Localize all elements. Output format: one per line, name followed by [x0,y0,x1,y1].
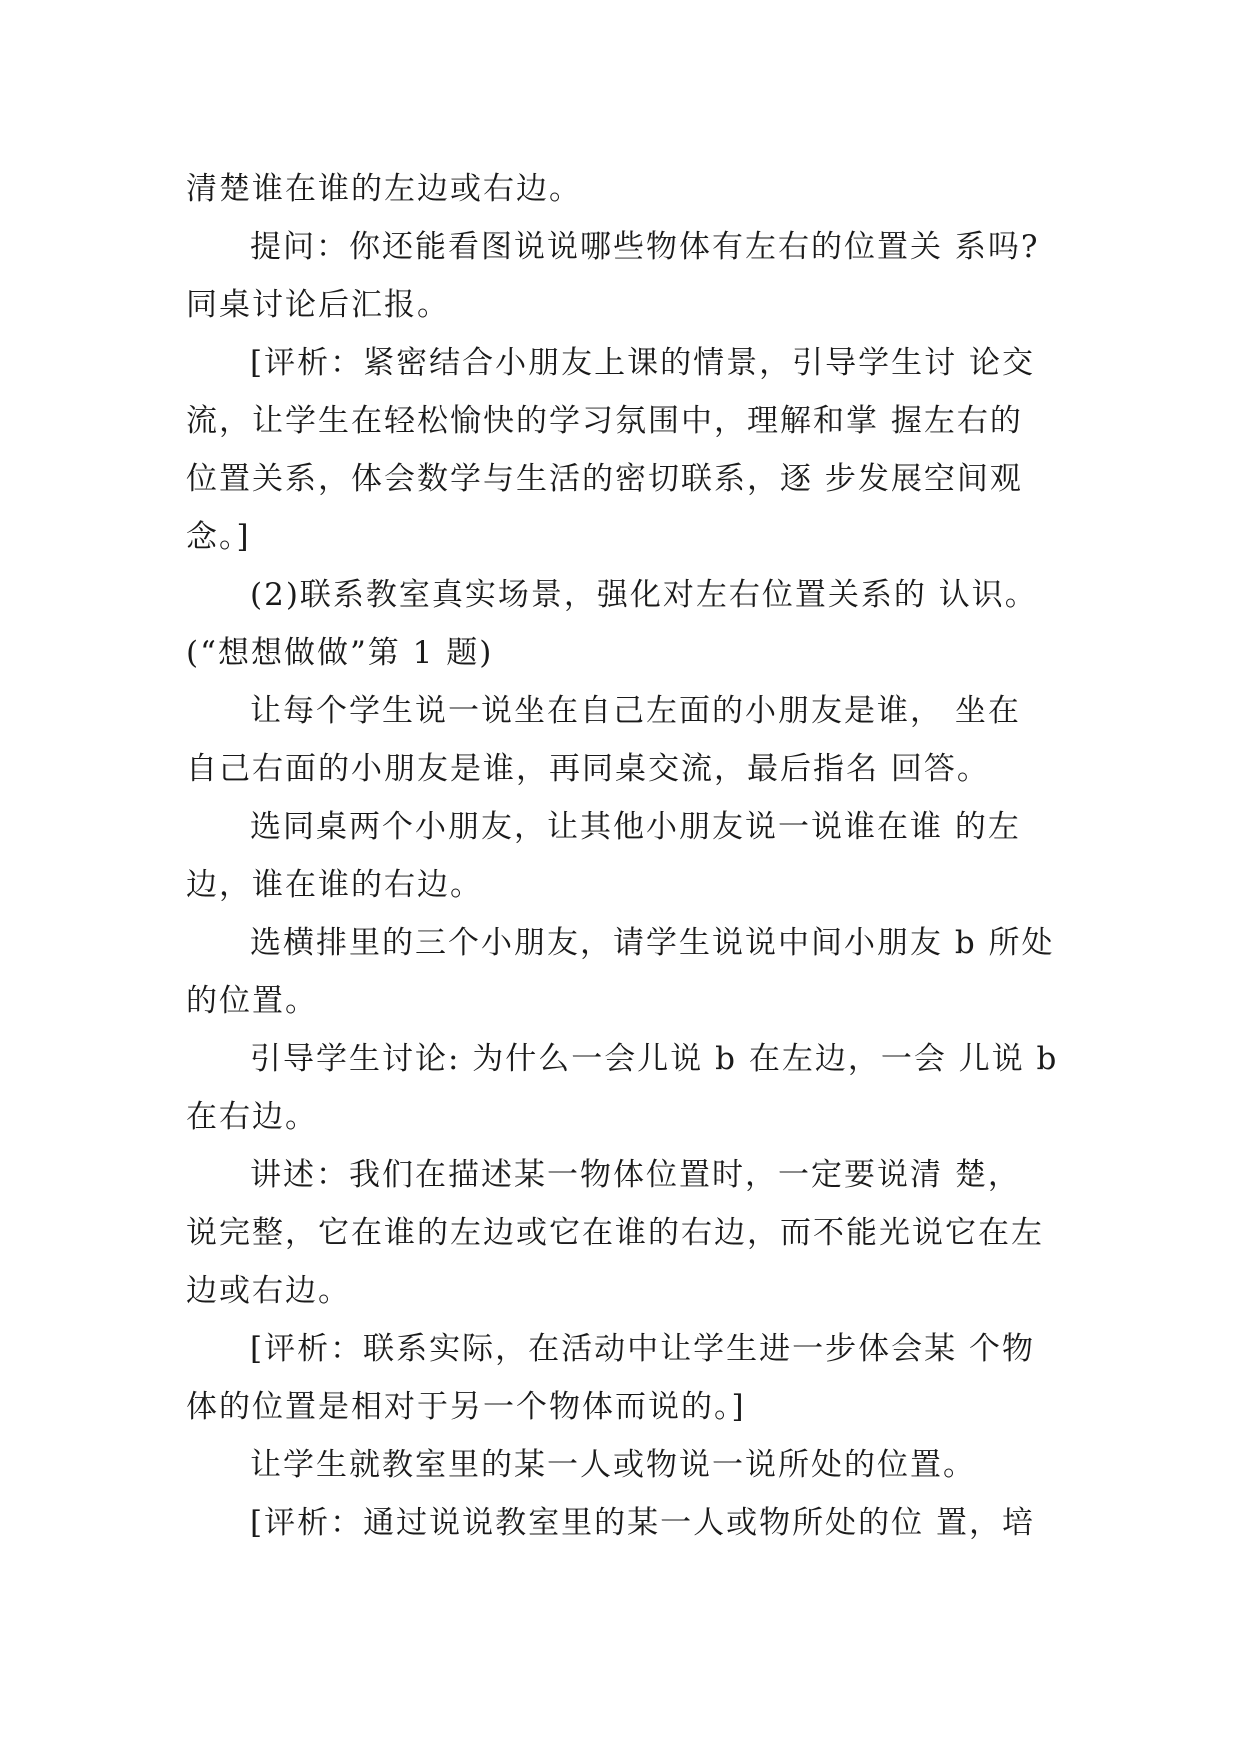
text-line: 同桌讨论后汇报。 [186,287,450,323]
text-line: 的位置。 [186,983,318,1019]
text-line: 说完整，它在谁的左边或它在谁的右边，而不能光说它在左 [186,1215,1044,1251]
text-line: 讲述：我们在描述某一物体位置时，一定要说清 楚， [250,1157,1021,1193]
text-line: 选横排里的三个小朋友，请学生说说中间小朋友 b 所处 [250,925,1055,961]
text-line: 提问：你还能看图说说哪些物体有左右的位置关 系吗? [250,229,1040,265]
text-line: 选同桌两个小朋友，让其他小朋友说一说谁在谁 的左 [250,809,1021,845]
text-line: 清楚谁在谁的左边或右边。 [186,171,582,207]
text-line: [评析：通过说说教室里的某一人或物所处的位 置，培 [250,1505,1035,1541]
text-line: 边或右边。 [186,1273,351,1309]
text-line: 引导学生讨论: 为什么一会儿说 b 在左边，一会 儿说 b [250,1041,1059,1077]
text-line: 边，谁在谁的右边。 [186,867,483,903]
text-line: 在右边。 [186,1099,318,1135]
text-line: 自己右面的小朋友是谁，再同桌交流，最后指名 回答。 [186,751,990,787]
document-body [186,160,1066,1552]
text-line: [评析：联系实际，在活动中让学生进一步体会某 个物 [250,1331,1035,1367]
text-line: 念。] [186,519,251,555]
text-line: (“想想做做”第 1 题) [186,635,494,671]
text-line: (2)联系教室真实场景，强化对左右位置关系的 认识。 [250,577,1038,613]
text-line: [评析：紧密结合小朋友上课的情景，引导学生讨 论交 [250,345,1035,381]
text-line: 流，让学生在轻松愉快的学习氛围中，理解和掌 握左右的 [186,403,1023,439]
text-line: 体的位置是相对于另一个物体而说的。] [186,1389,746,1425]
text-line: 让学生就教室里的某一人或物说一说所处的位置。 [250,1447,976,1483]
text-line: 让每个学生说一说坐在自己左面的小朋友是谁， 坐在 [250,693,1021,729]
text-line: 位置关系，体会数学与生活的密切联系，逐 步发展空间观 [186,461,1023,497]
